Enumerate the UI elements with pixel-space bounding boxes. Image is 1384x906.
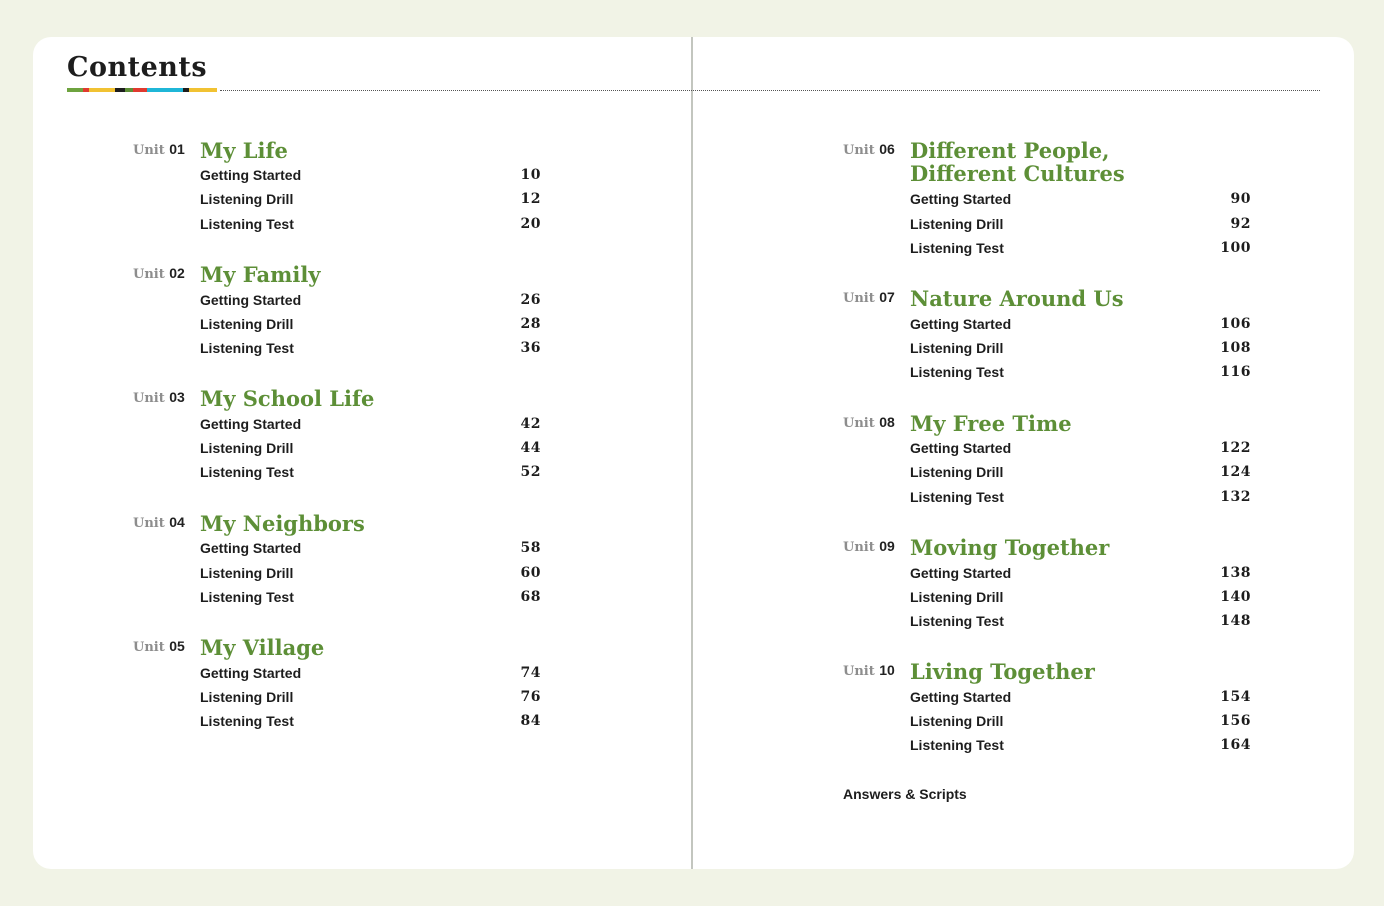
toc-row[interactable] <box>910 613 1251 633</box>
unit-label <box>133 389 193 406</box>
toc-row[interactable] <box>200 216 541 236</box>
color-segment <box>167 88 183 92</box>
toc-label: Listening Test <box>200 589 294 605</box>
unit-title[interactable]: Living Together <box>910 659 1095 684</box>
toc-page: 100 <box>1220 240 1251 256</box>
unit-prefix: Unit <box>843 416 875 431</box>
toc-row[interactable] <box>200 665 541 685</box>
toc-label: Listening Drill <box>910 216 1004 232</box>
toc-page: 148 <box>1220 613 1251 629</box>
unit-number: 06 <box>879 141 895 157</box>
toc-label: Getting Started <box>910 440 1012 456</box>
toc-row[interactable] <box>200 689 541 709</box>
unit-prefix: Unit <box>133 267 165 282</box>
toc-row[interactable] <box>910 713 1251 733</box>
toc-page: 154 <box>1220 689 1251 705</box>
toc-row[interactable] <box>910 191 1251 211</box>
toc-label: Getting Started <box>200 665 302 681</box>
toc-row[interactable] <box>910 464 1251 484</box>
toc-page: 92 <box>1230 216 1251 232</box>
title-dotted-rule <box>220 90 1320 91</box>
toc-row[interactable] <box>200 565 541 585</box>
toc-label: Listening Test <box>200 464 294 480</box>
unit-label <box>133 265 193 282</box>
unit-number: 08 <box>879 414 895 430</box>
color-segment <box>189 88 217 92</box>
toc-label: Getting Started <box>910 316 1012 332</box>
unit-number: 03 <box>169 389 185 405</box>
unit-prefix: Unit <box>133 516 165 531</box>
toc-page: 68 <box>520 589 541 605</box>
unit-title[interactable]: My Village <box>200 635 325 660</box>
toc-page: 90 <box>1230 191 1251 207</box>
toc-row[interactable] <box>910 364 1251 384</box>
toc-row[interactable] <box>910 737 1251 757</box>
unit-label <box>133 514 193 531</box>
toc-page: 12 <box>520 191 541 207</box>
toc-label: Listening Test <box>910 364 1004 380</box>
toc-page: 28 <box>520 316 541 332</box>
toc-page: 74 <box>520 665 541 681</box>
toc-row[interactable] <box>200 416 541 436</box>
unit-prefix: Unit <box>843 540 875 555</box>
toc-label: Getting Started <box>200 540 302 556</box>
toc-row[interactable] <box>910 589 1251 609</box>
toc-page: 140 <box>1220 589 1251 605</box>
toc-row[interactable] <box>910 240 1251 260</box>
toc-label: Getting Started <box>200 416 302 432</box>
unit-title[interactable]: My Family <box>200 262 321 287</box>
unit-number: 04 <box>169 514 185 530</box>
toc-label: Listening Drill <box>200 191 294 207</box>
toc-row[interactable] <box>200 464 541 484</box>
unit-label <box>133 638 193 655</box>
toc-page: 84 <box>520 713 541 729</box>
unit-title[interactable] <box>910 139 1125 185</box>
unit-prefix: Unit <box>133 143 165 158</box>
toc-row[interactable] <box>910 689 1251 709</box>
toc-page: 122 <box>1220 440 1251 456</box>
toc-label: Listening Test <box>910 240 1004 256</box>
unit-number: 01 <box>169 141 185 157</box>
color-segment <box>147 88 167 92</box>
unit-prefix: Unit <box>843 291 875 306</box>
unit-label <box>843 414 903 431</box>
toc-label: Listening Drill <box>200 440 294 456</box>
toc-page: 108 <box>1220 340 1251 356</box>
unit-title[interactable]: My School Life <box>200 386 375 411</box>
toc-row[interactable] <box>910 316 1251 336</box>
toc-page: 52 <box>520 464 541 480</box>
toc-page: 138 <box>1220 565 1251 581</box>
color-segment <box>133 88 147 92</box>
unit-prefix: Unit <box>843 143 875 158</box>
unit-number: 10 <box>879 662 895 678</box>
toc-label: Listening Test <box>200 340 294 356</box>
toc-page: 156 <box>1220 713 1251 729</box>
toc-row[interactable] <box>200 540 541 560</box>
toc-row[interactable] <box>910 440 1251 460</box>
toc-page: 44 <box>520 440 541 456</box>
title-color-bar <box>67 88 217 92</box>
toc-page: 10 <box>520 167 541 183</box>
unit-title-line: Different Cultures <box>910 161 1125 186</box>
unit-title[interactable]: Moving Together <box>910 535 1110 560</box>
toc-label: Listening Test <box>910 613 1004 629</box>
toc-label: Listening Drill <box>200 689 294 705</box>
toc-page: 106 <box>1220 316 1251 332</box>
toc-label: Getting Started <box>910 191 1012 207</box>
unit-label <box>843 538 903 555</box>
toc-page: 60 <box>520 565 541 581</box>
toc-page: 36 <box>520 340 541 356</box>
unit-title[interactable]: My Free Time <box>910 411 1072 436</box>
toc-label: Listening Test <box>910 489 1004 505</box>
unit-number: 09 <box>879 538 895 554</box>
toc-row[interactable] <box>910 565 1251 585</box>
toc-label: Getting Started <box>200 292 302 308</box>
toc-page: 116 <box>1220 364 1251 380</box>
unit-number: 07 <box>879 289 895 305</box>
unit-label <box>843 289 903 306</box>
toc-row[interactable] <box>200 589 541 609</box>
toc-page: 132 <box>1220 489 1251 505</box>
answers-and-scripts-link[interactable]: Answers & Scripts <box>843 786 967 802</box>
unit-title-line: Different People, <box>910 138 1110 163</box>
toc-page: 58 <box>520 540 541 556</box>
unit-title[interactable]: My Neighbors <box>200 511 365 536</box>
unit-number: 05 <box>169 638 185 654</box>
unit-label <box>843 662 903 679</box>
color-segment <box>89 88 103 92</box>
toc-label: Listening Drill <box>910 340 1004 356</box>
toc-row[interactable] <box>200 316 541 336</box>
toc-row[interactable] <box>200 440 541 460</box>
color-segment <box>67 88 83 92</box>
toc-label: Listening Test <box>200 216 294 232</box>
color-segment <box>103 88 115 92</box>
toc-label: Getting Started <box>910 565 1012 581</box>
toc-label: Listening Drill <box>910 589 1004 605</box>
toc-row[interactable] <box>910 216 1251 236</box>
unit-title[interactable]: Nature Around Us <box>910 286 1124 311</box>
toc-page: 26 <box>520 292 541 308</box>
toc-page: 124 <box>1220 464 1251 480</box>
toc-page: 164 <box>1220 737 1251 753</box>
unit-prefix: Unit <box>843 664 875 679</box>
toc-page: 76 <box>520 689 541 705</box>
unit-label <box>133 141 193 158</box>
toc-label: Getting Started <box>910 689 1012 705</box>
toc-label: Listening Drill <box>910 464 1004 480</box>
toc-row[interactable] <box>200 713 541 733</box>
toc-label: Listening Drill <box>200 316 294 332</box>
toc-row[interactable] <box>200 167 541 187</box>
toc-row[interactable] <box>200 340 541 360</box>
toc-row[interactable] <box>910 489 1251 509</box>
color-segment <box>115 88 125 92</box>
toc-row[interactable] <box>200 191 541 211</box>
toc-label: Listening Test <box>200 713 294 729</box>
toc-row[interactable] <box>910 340 1251 360</box>
unit-prefix: Unit <box>133 391 165 406</box>
page-spine <box>691 37 693 869</box>
toc-label: Getting Started <box>200 167 302 183</box>
page-title: Contents <box>67 52 208 83</box>
unit-title[interactable]: My Life <box>200 138 288 163</box>
unit-prefix: Unit <box>133 640 165 655</box>
unit-label <box>843 141 903 158</box>
toc-row[interactable] <box>200 292 541 312</box>
unit-number: 02 <box>169 265 185 281</box>
toc-page: 42 <box>520 416 541 432</box>
toc-label: Listening Drill <box>910 713 1004 729</box>
color-segment <box>125 88 133 92</box>
toc-label: Listening Drill <box>200 565 294 581</box>
toc-label: Listening Test <box>910 737 1004 753</box>
toc-page: 20 <box>520 216 541 232</box>
